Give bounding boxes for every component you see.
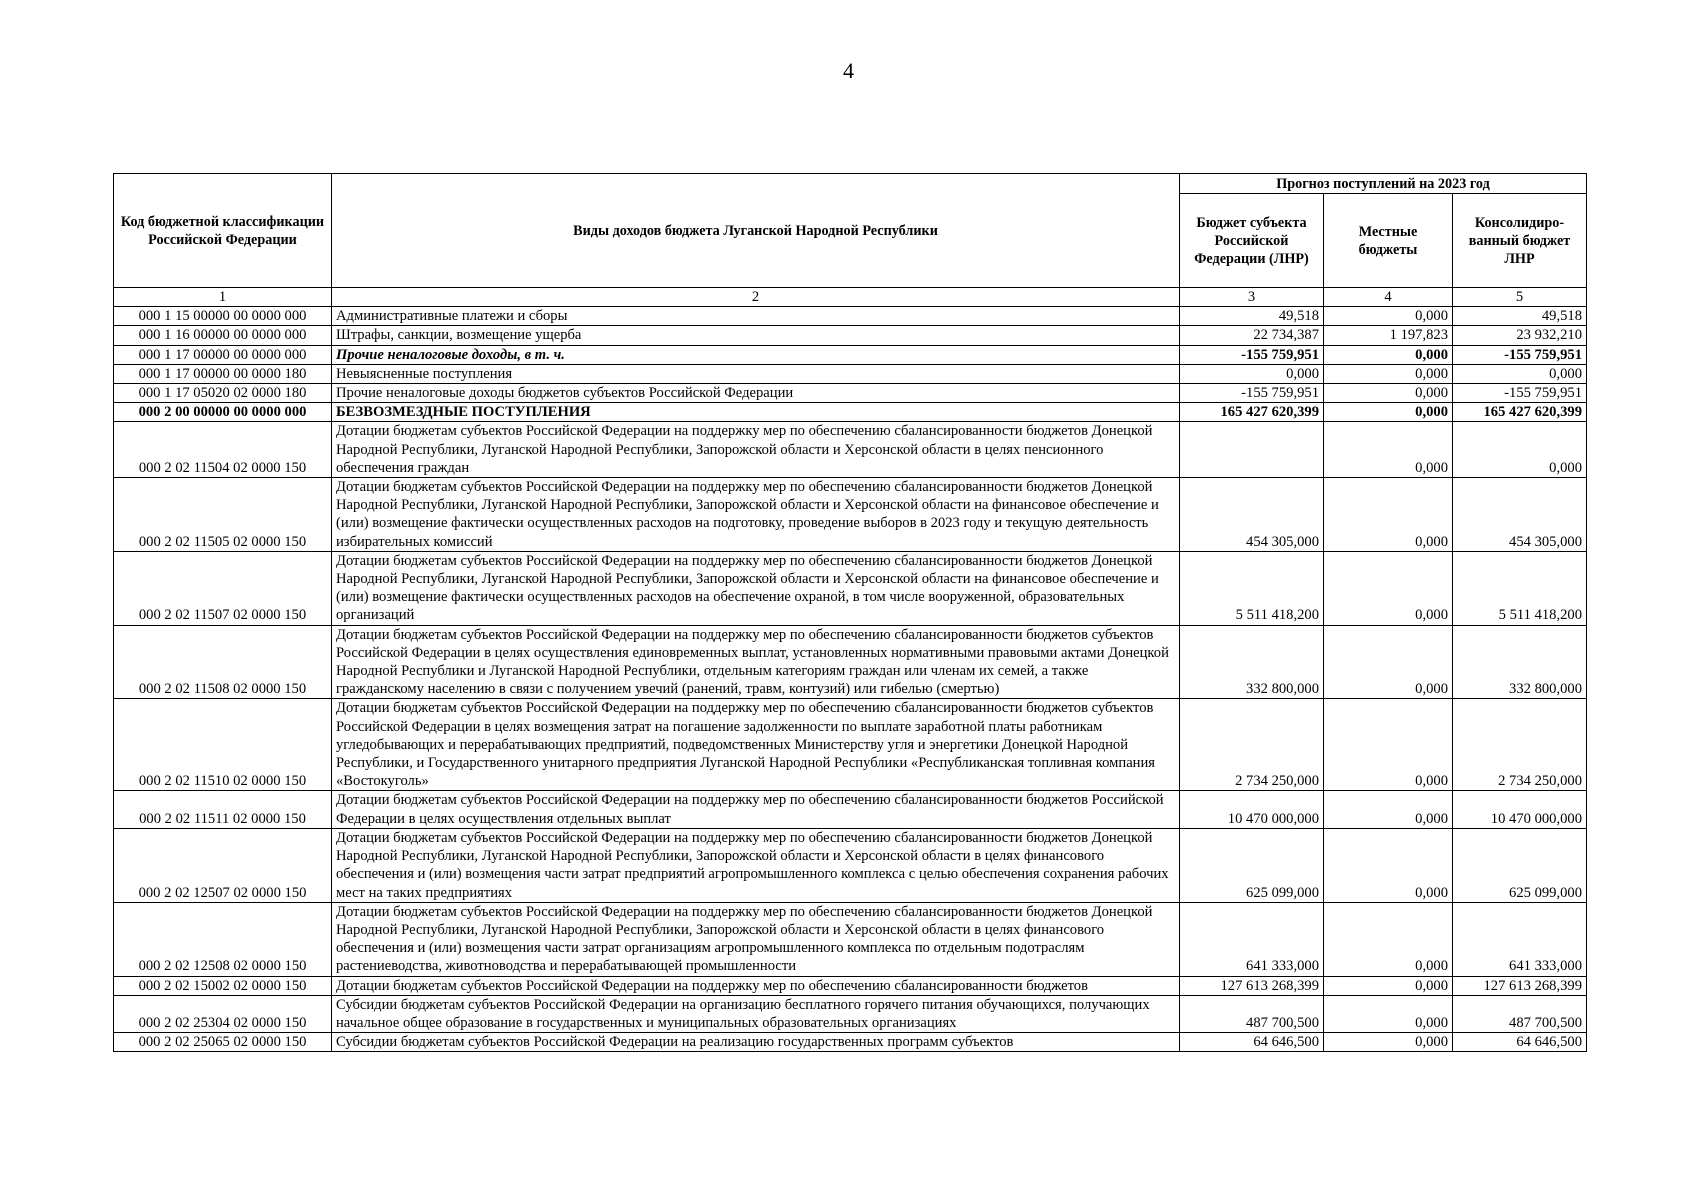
- row-consolidated-budget-cell: 487 700,500: [1453, 995, 1587, 1032]
- row-code-cell: 000 2 02 12507 02 0000 150: [114, 828, 332, 902]
- row-code-cell: 000 2 02 11507 02 0000 150: [114, 551, 332, 625]
- row-consolidated-budget-cell: 165 427 620,399: [1453, 403, 1587, 422]
- row-subject-budget-cell: 127 613 268,399: [1180, 976, 1324, 995]
- column-number: 5: [1453, 288, 1587, 307]
- row-code-cell: 000 2 00 00000 00 0000 000: [114, 403, 332, 422]
- table-row: [114, 995, 1587, 1032]
- row-local-budgets-cell: 0,000: [1324, 478, 1453, 552]
- table-row: [114, 791, 1587, 828]
- row-consolidated-budget-cell: 23 932,210: [1453, 326, 1587, 345]
- row-name-cell: Дотации бюджетам субъектов Российской Федерации на поддержку мер по обеспечению сбалансированности бюджетов субъектов Российской Федерации в целях возмещения затрат на погашение задолженности по выплате заработной платы работникам угледобывающих и перерабатывающих предприятий, подведомственных Министерству угля и энергетики Донецкой Народной Республики, и Государственного унитарного предприятия Луганской Народной Республики «Республиканская топливная компания «Востокуголь»: [332, 699, 1180, 791]
- row-name-cell: Дотации бюджетам субъектов Российской Федерации на поддержку мер по обеспечению сбалансированности бюджетов Донецкой Народной Республики, Луганской Народной Республики, Запорожской области и Херсонской области в целях финансового обеспечения и (или) возмещения части затрат организациям агропромышленного комплекса по отдельным подотраслям растениеводства, животноводства и перерабатывающей промышленности: [332, 902, 1180, 976]
- row-subject-budget-cell: 22 734,387: [1180, 326, 1324, 345]
- row-code-cell: 000 2 02 12508 02 0000 150: [114, 902, 332, 976]
- row-name-cell: Субсидии бюджетам субъектов Российской Федерации на реализацию государственных программ субъектов: [332, 1033, 1180, 1052]
- table-row: [114, 551, 1587, 625]
- row-name-cell: Дотации бюджетам субъектов Российской Федерации на поддержку мер по обеспечению сбалансированности бюджетов Российской Федерации в целях осуществления отдельных выплат: [332, 791, 1180, 828]
- table-header: [114, 174, 1587, 307]
- row-local-budgets-cell: 0,000: [1324, 976, 1453, 995]
- row-subject-budget-cell: 641 333,000: [1180, 902, 1324, 976]
- table-row: [114, 828, 1587, 902]
- row-subject-budget-cell: [1180, 422, 1324, 478]
- row-subject-budget-cell: 2 734 250,000: [1180, 699, 1324, 791]
- row-local-budgets-cell: 0,000: [1324, 1033, 1453, 1052]
- row-code-cell: 000 1 15 00000 00 0000 000: [114, 307, 332, 326]
- row-name-cell: Субсидии бюджетам субъектов Российской Федерации на организацию бесплатного горячего питания обучающихся, получающих начальное общее образование в государственных и муниципальных образовательных организациях: [332, 995, 1180, 1032]
- header-name-column: Виды доходов бюджета Луганской Народной Республики: [332, 174, 1180, 288]
- column-number-row: [114, 288, 1587, 307]
- column-number: 4: [1324, 288, 1453, 307]
- row-subject-budget-cell: 332 800,000: [1180, 625, 1324, 699]
- row-consolidated-budget-cell: 49,518: [1453, 307, 1587, 326]
- row-consolidated-budget-cell: 0,000: [1453, 364, 1587, 383]
- column-number: 2: [332, 288, 1180, 307]
- row-code-cell: 000 1 17 05020 02 0000 180: [114, 384, 332, 403]
- row-consolidated-budget-cell: -155 759,951: [1453, 384, 1587, 403]
- row-local-budgets-cell: 0,000: [1324, 307, 1453, 326]
- row-local-budgets-cell: 1 197,823: [1324, 326, 1453, 345]
- row-local-budgets-cell: 0,000: [1324, 902, 1453, 976]
- row-local-budgets-cell: 0,000: [1324, 995, 1453, 1032]
- row-subject-budget-cell: 0,000: [1180, 364, 1324, 383]
- row-consolidated-budget-cell: 10 470 000,000: [1453, 791, 1587, 828]
- row-local-budgets-cell: 0,000: [1324, 364, 1453, 383]
- row-code-cell: 000 2 02 11511 02 0000 150: [114, 791, 332, 828]
- row-local-budgets-cell: 0,000: [1324, 791, 1453, 828]
- row-code-cell: 000 2 02 11508 02 0000 150: [114, 625, 332, 699]
- row-code-cell: 000 2 02 15002 02 0000 150: [114, 976, 332, 995]
- row-local-budgets-cell: 0,000: [1324, 384, 1453, 403]
- table-row: [114, 976, 1587, 995]
- row-name-cell: Дотации бюджетам субъектов Российской Федерации на поддержку мер по обеспечению сбалансированности бюджетов Донецкой Народной Республики, Луганской Народной Республики, Запорожской области и Херсонской области на финансовое обеспечение и (или) возмещение фактически осуществленных расходов на обеспечение охраной, в том числе вооруженной, образовательных организаций: [332, 551, 1180, 625]
- row-name-cell: Дотации бюджетам субъектов Российской Федерации на поддержку мер по обеспечению сбалансированности бюджетов Донецкой Народной Республики, Луганской Народной Республики, Запорожской области и Херсонской области на финансовое обеспечение и (или) возмещение фактически осуществленных расходов на подготовку, проведение выборов в 2023 году и текущую деятельность избирательных комиссий: [332, 478, 1180, 552]
- table-row: [114, 625, 1587, 699]
- row-subject-budget-cell: 487 700,500: [1180, 995, 1324, 1032]
- row-subject-budget-cell: 625 099,000: [1180, 828, 1324, 902]
- row-subject-budget-cell: 165 427 620,399: [1180, 403, 1324, 422]
- row-local-budgets-cell: 0,000: [1324, 551, 1453, 625]
- row-consolidated-budget-cell: 641 333,000: [1453, 902, 1587, 976]
- table-row: [114, 699, 1587, 791]
- row-consolidated-budget-cell: 332 800,000: [1453, 625, 1587, 699]
- row-name-cell: БЕЗВОЗМЕЗДНЫЕ ПОСТУПЛЕНИЯ: [332, 403, 1180, 422]
- table-row: [114, 307, 1587, 326]
- table-row: [114, 1033, 1587, 1052]
- row-code-cell: 000 2 02 11510 02 0000 150: [114, 699, 332, 791]
- row-subject-budget-cell: -155 759,951: [1180, 384, 1324, 403]
- row-code-cell: 000 2 02 11505 02 0000 150: [114, 478, 332, 552]
- revenue-table: [113, 173, 1587, 1052]
- column-number: 1: [114, 288, 332, 307]
- row-name-cell: Административные платежи и сборы: [332, 307, 1180, 326]
- row-code-cell: 000 1 16 00000 00 0000 000: [114, 326, 332, 345]
- table-row: [114, 422, 1587, 478]
- column-number: 3: [1180, 288, 1324, 307]
- row-code-cell: 000 2 02 25304 02 0000 150: [114, 995, 332, 1032]
- header-code-column: Код бюджетной классификации Российской Федерации: [114, 174, 332, 288]
- row-local-budgets-cell: 0,000: [1324, 625, 1453, 699]
- table-row: [114, 326, 1587, 345]
- table-row: [114, 384, 1587, 403]
- header-local-budgets: Местные бюджеты: [1324, 194, 1453, 288]
- table-body: [114, 307, 1587, 1052]
- row-local-budgets-cell: 0,000: [1324, 828, 1453, 902]
- row-name-cell: Прочие неналоговые доходы бюджетов субъектов Российской Федерации: [332, 384, 1180, 403]
- header-subject-budget: Бюджет субъекта Российской Федерации (ЛНР): [1180, 194, 1324, 288]
- row-name-cell: Дотации бюджетам субъектов Российской Федерации на поддержку мер по обеспечению сбалансированности бюджетов Донецкой Народной Республики, Луганской Народной Республики, Запорожской области и Херсонской области в целях пенсионного обеспечения граждан: [332, 422, 1180, 478]
- row-subject-budget-cell: 49,518: [1180, 307, 1324, 326]
- row-consolidated-budget-cell: 0,000: [1453, 422, 1587, 478]
- row-consolidated-budget-cell: -155 759,951: [1453, 345, 1587, 364]
- row-code-cell: 000 2 02 25065 02 0000 150: [114, 1033, 332, 1052]
- row-local-budgets-cell: 0,000: [1324, 699, 1453, 791]
- table-row: [114, 478, 1587, 552]
- row-name-cell: Дотации бюджетам субъектов Российской Федерации на поддержку мер по обеспечению сбалансированности бюджетов: [332, 976, 1180, 995]
- row-subject-budget-cell: 64 646,500: [1180, 1033, 1324, 1052]
- table-row: [114, 403, 1587, 422]
- page-number: 4: [843, 58, 854, 83]
- table-row: [114, 345, 1587, 364]
- row-code-cell: 000 1 17 00000 00 0000 180: [114, 364, 332, 383]
- row-name-cell: Дотации бюджетам субъектов Российской Федерации на поддержку мер по обеспечению сбалансированности бюджетов субъектов Российской Федерации в целях осуществления единовременных выплат, установленных нормативными правовыми актами Донецкой Народной Республики и Луганской Народной Республики, отдельным категориям граждан или членам их семей, а также гражданскому населению в связи с получением увечий (ранений, травм, контузий) или гибелью (смертью): [332, 625, 1180, 699]
- header-consolidated-budget: Консолидиро-ванный бюджет ЛНР: [1453, 194, 1587, 288]
- row-consolidated-budget-cell: 2 734 250,000: [1453, 699, 1587, 791]
- row-name-cell: Невыясненные поступления: [332, 364, 1180, 383]
- row-consolidated-budget-cell: 64 646,500: [1453, 1033, 1587, 1052]
- row-name-cell: Штрафы, санкции, возмещение ущерба: [332, 326, 1180, 345]
- row-subject-budget-cell: -155 759,951: [1180, 345, 1324, 364]
- row-consolidated-budget-cell: 127 613 268,399: [1453, 976, 1587, 995]
- row-name-cell: Прочие неналоговые доходы, в т. ч.: [332, 345, 1180, 364]
- row-code-cell: 000 2 02 11504 02 0000 150: [114, 422, 332, 478]
- row-local-budgets-cell: 0,000: [1324, 345, 1453, 364]
- row-code-cell: 000 1 17 00000 00 0000 000: [114, 345, 332, 364]
- row-consolidated-budget-cell: 625 099,000: [1453, 828, 1587, 902]
- table-row: [114, 364, 1587, 383]
- row-name-cell: Дотации бюджетам субъектов Российской Федерации на поддержку мер по обеспечению сбалансированности бюджетов Донецкой Народной Республики, Луганской Народной Республики, Запорожской области и Херсонской области в целях финансового обеспечения и (или) возмещения части затрат предприятий агропромышленного комплекса с целью обеспечения сохранения рабочих мест на таких предприятиях: [332, 828, 1180, 902]
- row-consolidated-budget-cell: 5 511 418,200: [1453, 551, 1587, 625]
- row-local-budgets-cell: 0,000: [1324, 403, 1453, 422]
- row-subject-budget-cell: 5 511 418,200: [1180, 551, 1324, 625]
- row-consolidated-budget-cell: 454 305,000: [1453, 478, 1587, 552]
- table-row: [114, 902, 1587, 976]
- row-subject-budget-cell: 454 305,000: [1180, 478, 1324, 552]
- row-local-budgets-cell: 0,000: [1324, 422, 1453, 478]
- header-forecast-group: Прогноз поступлений на 2023 год: [1180, 174, 1587, 194]
- row-subject-budget-cell: 10 470 000,000: [1180, 791, 1324, 828]
